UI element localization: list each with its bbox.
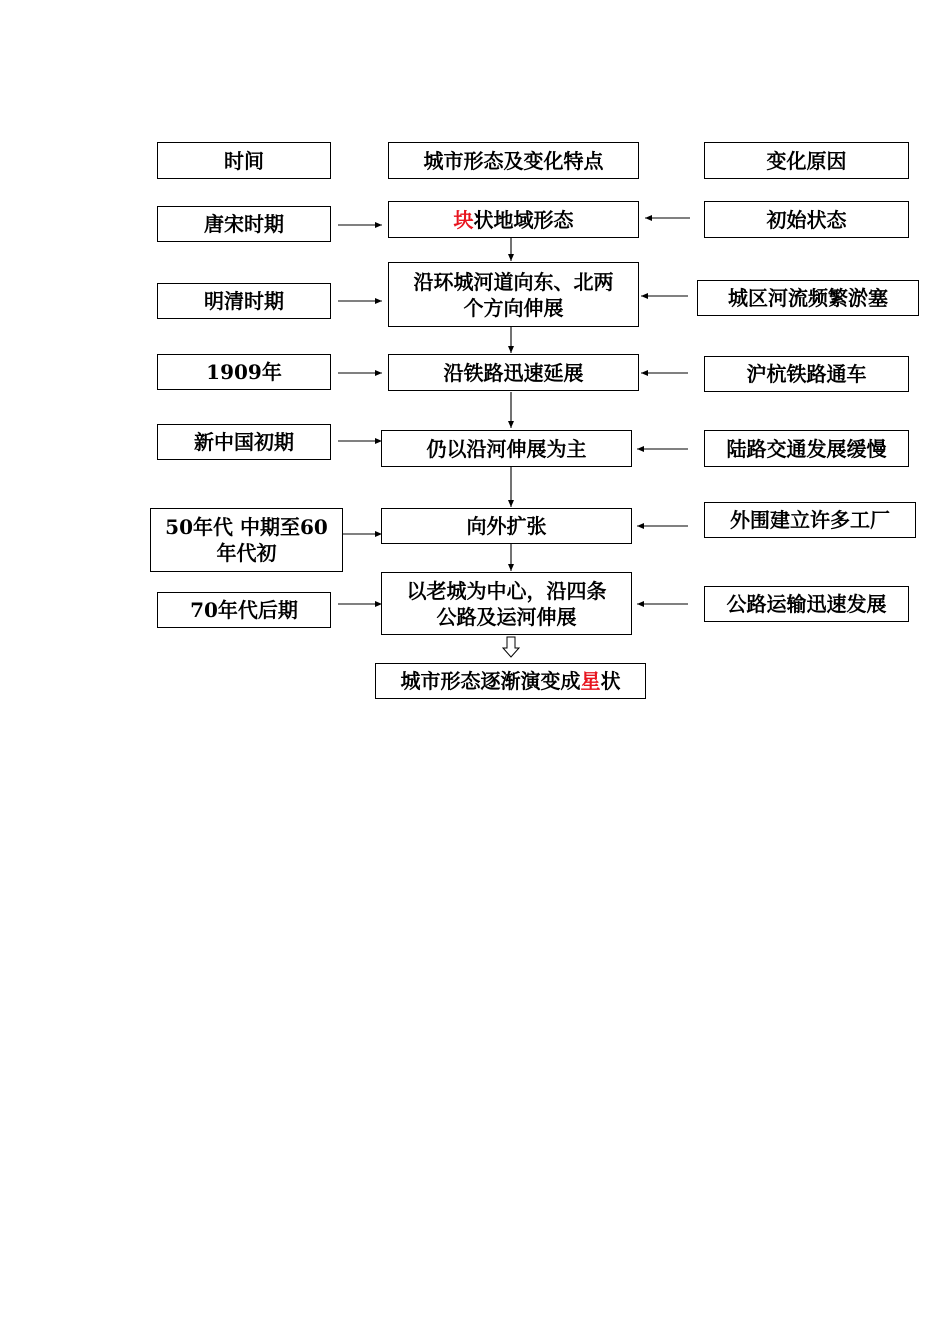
result-prefix: 城市形态逐渐演变成 [400, 669, 581, 693]
time-label-line1: 50年代 中期至60 [165, 515, 328, 539]
reason-label: 外围建立许多工厂 [730, 508, 890, 532]
time-label: 明清时期 [204, 289, 284, 313]
result-suffix: 状 [600, 669, 621, 693]
time-label: 1909年 [206, 360, 282, 384]
form-label: 沿铁路迅速延展 [443, 360, 584, 385]
form-label: 向外扩张 [466, 514, 547, 538]
time-label: 新中国初期 [194, 430, 294, 454]
header-reason-label: 变化原因 [766, 148, 847, 173]
form-label-rest: 状地域形态 [473, 207, 574, 232]
time-label: 70年代后期 [190, 598, 298, 622]
reason-label: 城区河流频繁淤塞 [728, 286, 888, 310]
form-label-line2: 公路及运河伸展 [436, 604, 577, 629]
time-label-line2: 年代初 [216, 541, 277, 565]
highlight-char: 块 [453, 207, 474, 232]
reason-label: 陆路交通发展缓慢 [726, 436, 887, 461]
reason-label: 沪杭铁路通车 [746, 362, 867, 386]
form-label-line1: 沿环城河道向东、北两 [413, 269, 614, 294]
form-label-line2: 个方向伸展 [463, 295, 564, 320]
highlight-char: 星 [580, 669, 601, 693]
reason-label: 公路运输迅速发展 [726, 592, 887, 616]
header-form-label: 城市形态及变化特点 [423, 148, 604, 173]
reason-label: 初始状态 [766, 207, 847, 232]
form-label-line1: 以老城为中心，沿四条 [406, 578, 607, 603]
hollow-arrow-down [503, 637, 519, 657]
form-label: 仍以沿河伸展为主 [426, 436, 587, 461]
header-time-label: 时间 [224, 148, 264, 173]
time-label: 唐宋时期 [204, 212, 284, 236]
